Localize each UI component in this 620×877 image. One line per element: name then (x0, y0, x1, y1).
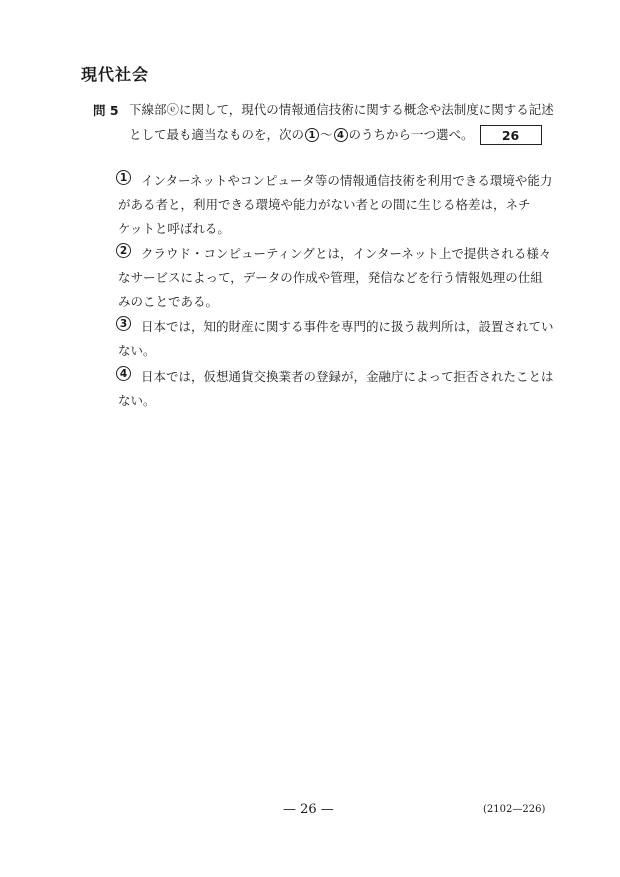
underline-marker-e: ⓔ (166, 102, 180, 117)
exam-code: (2102—226) (483, 804, 546, 815)
page-number: — 26 — (283, 802, 334, 817)
stem-text: に関して，現代の情報通信技術に関する概念や法制度に関する記述 (179, 102, 554, 117)
answer-box[interactable]: 26 (480, 125, 542, 145)
option-1-line[interactable]: ケットと呼ばれる。 (118, 221, 230, 236)
option-4-line[interactable]: 日本では，仮想通貨交換業者の登録が，金融庁によって拒否されたことは (141, 369, 554, 384)
question-stem-line-1 (129, 100, 554, 118)
option-3-line[interactable]: 日本では，知的財産に関する事件を専門的に扱う裁判所は，設置されてい (141, 319, 554, 334)
option-2-line[interactable]: クラウド・コンピューティングとは，インターネット上で提供される様々 (141, 246, 552, 261)
option-1-line[interactable]: がある者と，利用できる環境や能力がない者との間に生じる格差は，ネチ (118, 197, 531, 212)
option-3-line[interactable]: ない。 (118, 343, 156, 358)
option-2-marker[interactable]: 2 (116, 243, 131, 258)
range-separator: ～ (320, 127, 333, 142)
option-2-line[interactable]: みのことである。 (118, 294, 219, 309)
section-title: 現代社会 (81, 65, 150, 84)
stem-text: 下線部 (129, 102, 167, 117)
option-1-line[interactable]: インターネットやコンピュータ等の情報通信技術を利用できる環境や能力 (141, 173, 553, 188)
range-end-marker: 4 (334, 128, 348, 142)
option-4-marker[interactable]: 4 (116, 366, 131, 381)
option-2-line[interactable]: なサービスによって，データの作成や管理，発信などを行う情報処理の仕組 (118, 270, 543, 285)
question-stem-line-2 (129, 125, 542, 146)
option-3-marker[interactable]: 3 (116, 316, 131, 331)
range-start-marker: 1 (305, 128, 319, 142)
option-4-line[interactable]: ない。 (118, 393, 156, 408)
question-number: 問 5 (93, 103, 119, 118)
stem-text: のうちから一つ選べ。 (348, 127, 474, 142)
option-1-marker[interactable]: 1 (116, 170, 131, 185)
stem-text: として最も適当なものを，次の (129, 127, 305, 142)
